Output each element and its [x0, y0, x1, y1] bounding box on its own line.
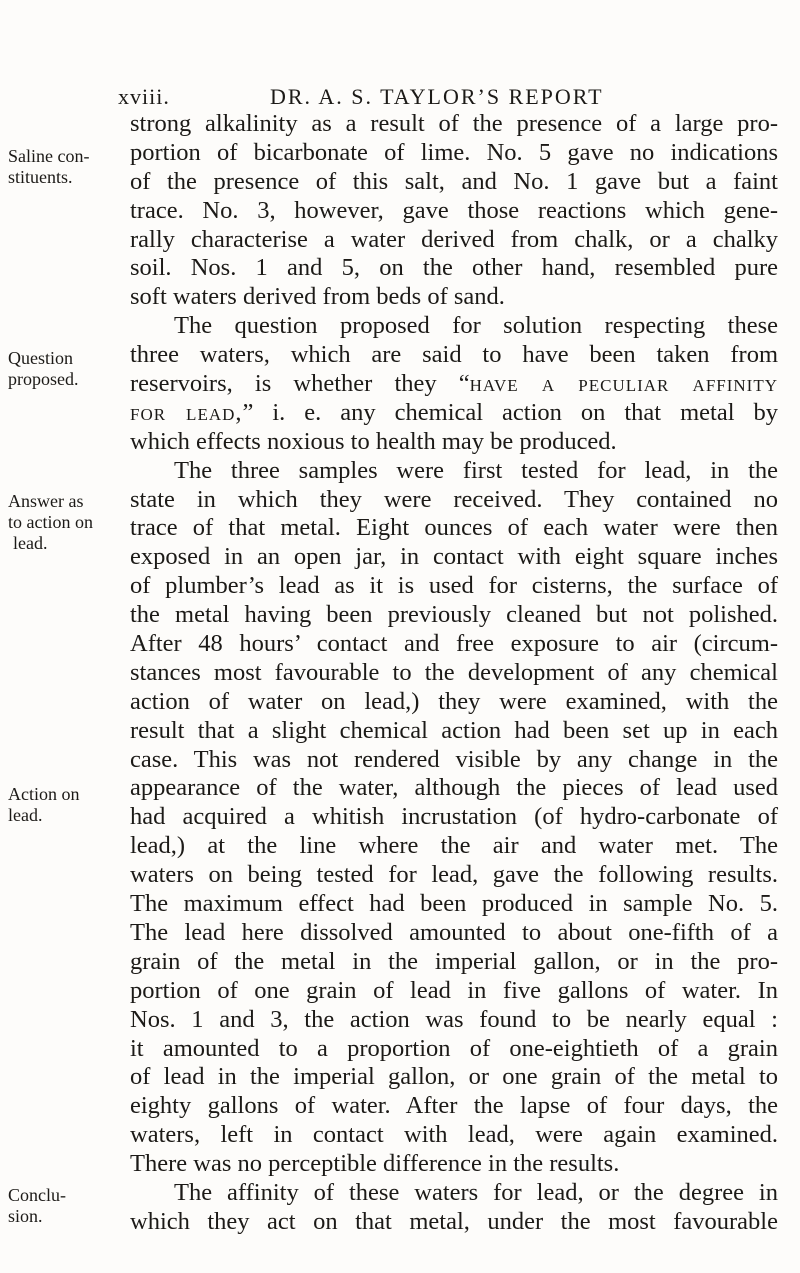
text-line: which they act on that metal, under the most favourable [130, 1207, 778, 1235]
text-line: which effects noxious to health may be produced. [130, 427, 617, 455]
margin-note-line: sion. [8, 1206, 43, 1226]
margin-note-line: lead. [8, 805, 43, 825]
margin-note-question-proposed [8, 348, 126, 390]
text-line: exposed in an open jar, in contact with eight square inches [130, 543, 778, 571]
text-line: result that a slight chemical action had been set up in each [130, 716, 778, 744]
margin-note-conclusion [8, 1185, 126, 1227]
text-line: portion of bicarbonate of lime. No. 5 gave no indications [130, 138, 778, 166]
text-line: eighty gallons of water. After the lapse of four days, the [130, 1092, 778, 1120]
body-text [130, 110, 778, 1237]
margin-note-saline-constituents [8, 146, 126, 188]
text-line: portion of one grain of lead in five gallons of water. In [130, 976, 778, 1004]
text-line: After 48 hours’ contact and free exposure to air (circum- [130, 630, 778, 658]
margin-note-line: proposed. [8, 369, 79, 389]
text-line: The lead here dissolved amounted to about one-fifth of a [130, 918, 778, 946]
text-line: trace of that metal. Eight ounces of each water were then [130, 514, 778, 542]
margin-note-line: Saline con- [8, 146, 90, 166]
text-line: waters, left in contact with lead, were again examined. [130, 1121, 778, 1149]
text-fragment: reservoirs, is whether they “ [130, 370, 470, 398]
text-line: lead,) at the line where the air and water met. The [130, 832, 778, 860]
text-line: action of water on lead,) they were examined, with the [130, 687, 778, 715]
text-line: of the presence of this salt, and No. 1 gave but a faint [130, 167, 778, 195]
text-line: Nos. 1 and 3, the action was found to be nearly equal : [130, 1005, 778, 1033]
text-fragment: ” i. e. any chemical action on that metal by [242, 398, 778, 426]
text-line: The three samples were first tested for lead, in the [174, 456, 778, 484]
margin-note-line: Answer as [8, 491, 84, 511]
page-number: xviii. [118, 84, 170, 109]
text-line: The maximum effect had been produced in sample No. 5. [130, 890, 778, 918]
text-line: There was no perceptible difference in the results. [130, 1150, 620, 1178]
text-line: waters on being tested for lead, gave the following results. [130, 861, 778, 889]
quoted-question: have a peculiar affinity [469, 370, 778, 398]
text-line: strong alkalinity as a result of the presence of a large pro- [130, 110, 778, 137]
text-line: appearance of the water, although the pieces of lead used [130, 774, 778, 802]
text-line: case. This was not rendered visible by any change in the [130, 745, 778, 773]
quoted-question: for lead, [130, 398, 243, 426]
text-line: of plumber’s lead as it is used for cisterns, the surface of [130, 572, 778, 600]
text-line: The question proposed for solution respecting these [174, 312, 778, 340]
margin-note-line: Question [8, 348, 73, 368]
text-line: soil. Nos. 1 and 5, on the other hand, resembled pure [130, 254, 778, 282]
text-line: three waters, which are said to have been taken from [130, 341, 778, 369]
text-line: state in which they were received. They contained no [130, 485, 778, 513]
margin-note-line: Action on [8, 784, 80, 804]
text-line: stances most favourable to the development of any chemical [130, 658, 778, 686]
margin-note-line: lead. [13, 533, 48, 553]
text-line [130, 399, 778, 428]
margin-note-answer-as-to-action-on-lead [8, 491, 126, 554]
text-line: The affinity of these waters for lead, or the degree in [174, 1178, 778, 1206]
text-line: had acquired a whitish incrustation (of hydro-carbonate of [130, 803, 778, 831]
text-line: of lead in the imperial gallon, or one grain of the metal to [130, 1063, 778, 1091]
text-line: soft waters derived from beds of sand. [130, 283, 505, 311]
margin-note-line: Conclu- [8, 1185, 66, 1205]
text-line: it amounted to a proportion of one-eightieth of a grain [130, 1034, 778, 1062]
running-title: DR. A. S. TAYLOR’S REPORT [270, 84, 604, 109]
margin-note-line: stituents. [8, 167, 73, 187]
text-line: rally characterise a water derived from chalk, or a chalky [130, 225, 778, 253]
text-line: the metal having been previously cleaned but not polished. [130, 601, 778, 629]
text-line [130, 370, 778, 399]
margin-note-line: to action on [8, 512, 93, 532]
text-line: grain of the metal in the imperial gallon, or in the pro- [130, 947, 778, 975]
margin-note-action-on-lead [8, 784, 126, 826]
text-line: trace. No. 3, however, gave those reactions which gene- [130, 196, 778, 224]
